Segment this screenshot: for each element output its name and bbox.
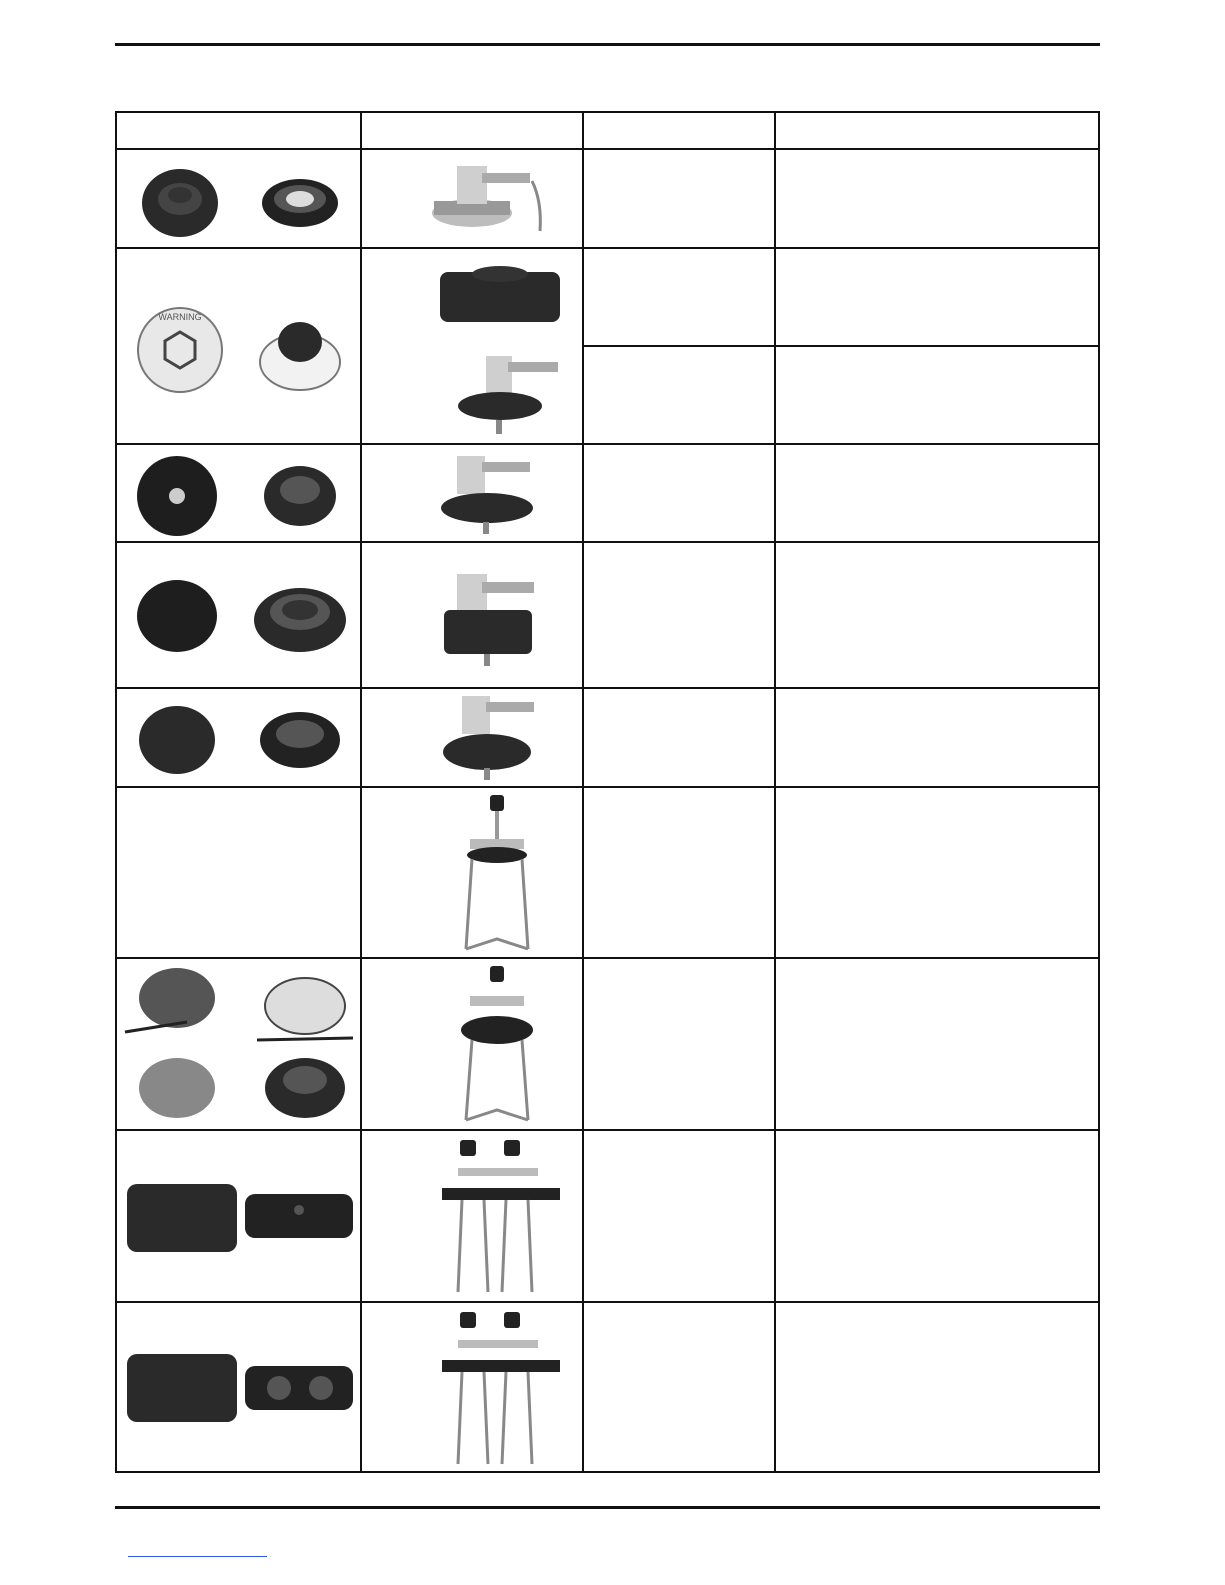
chain-adaptor-icon bbox=[362, 1304, 580, 1470]
bottom-rule bbox=[115, 1506, 1100, 1509]
description-cell bbox=[775, 346, 1099, 444]
header-cell-1 bbox=[116, 112, 361, 149]
cap-label: WARNING bbox=[158, 312, 202, 322]
table-row bbox=[116, 1130, 1099, 1302]
description-cell bbox=[775, 149, 1099, 248]
part-number-cell bbox=[583, 688, 775, 787]
part-number-cell bbox=[583, 149, 775, 248]
header-cell-2 bbox=[361, 112, 583, 149]
part-number-cell bbox=[583, 1130, 775, 1302]
table-row bbox=[116, 1302, 1099, 1472]
reservoir-cap-icon bbox=[117, 151, 358, 246]
cap-images bbox=[116, 688, 361, 787]
cap-images bbox=[116, 149, 361, 248]
reservoir-cap-icon bbox=[117, 960, 358, 1128]
part-number-cell bbox=[583, 542, 775, 688]
cap-images bbox=[116, 1302, 361, 1472]
table-row bbox=[116, 958, 1099, 1130]
description-cell bbox=[775, 444, 1099, 542]
cap-images-empty bbox=[116, 787, 361, 958]
description-cell bbox=[775, 787, 1099, 958]
description-cell bbox=[775, 1130, 1099, 1302]
cap-images bbox=[116, 248, 361, 444]
adaptor-icon bbox=[362, 250, 580, 442]
part-number-cell bbox=[583, 444, 775, 542]
table-row bbox=[116, 688, 1099, 787]
table-row bbox=[116, 542, 1099, 688]
chain-adaptor-icon bbox=[362, 789, 580, 956]
table-row bbox=[116, 444, 1099, 542]
top-rule bbox=[115, 43, 1100, 46]
adaptor-image bbox=[361, 787, 583, 958]
table-row bbox=[116, 787, 1099, 958]
cap-images bbox=[116, 444, 361, 542]
cap-images bbox=[116, 958, 361, 1130]
reservoir-cap-icon bbox=[117, 690, 358, 785]
reservoir-cap-icon bbox=[117, 446, 358, 540]
chain-adaptor-icon bbox=[362, 960, 580, 1128]
adaptor-image bbox=[361, 1130, 583, 1302]
cap-images bbox=[116, 542, 361, 688]
chain-adaptor-icon bbox=[362, 1132, 580, 1300]
adaptor-icon bbox=[362, 446, 580, 540]
description-cell bbox=[775, 1302, 1099, 1472]
part-number-cell bbox=[583, 346, 775, 444]
part-number-cell bbox=[583, 958, 775, 1130]
adaptor-image bbox=[361, 149, 583, 248]
reservoir-cap-icon bbox=[117, 1132, 358, 1300]
adaptor-image bbox=[361, 248, 583, 444]
reservoir-cap-icon bbox=[117, 1304, 358, 1470]
footer-link[interactable] bbox=[128, 1556, 267, 1557]
adaptor-image bbox=[361, 958, 583, 1130]
adaptor-image bbox=[361, 444, 583, 542]
cap-images bbox=[116, 1130, 361, 1302]
description-cell bbox=[775, 248, 1099, 346]
table-row bbox=[116, 248, 1099, 346]
adaptor-image bbox=[361, 688, 583, 787]
adaptor-icon bbox=[362, 544, 580, 686]
part-number-cell bbox=[583, 787, 775, 958]
part-number-cell bbox=[583, 1302, 775, 1472]
parts-table bbox=[115, 111, 1100, 1473]
table-row bbox=[116, 149, 1099, 248]
adaptor-image bbox=[361, 1302, 583, 1472]
adaptor-icon bbox=[362, 151, 580, 246]
adaptor-icon bbox=[362, 690, 580, 785]
adaptor-image bbox=[361, 542, 583, 688]
description-cell bbox=[775, 688, 1099, 787]
reservoir-cap-icon bbox=[117, 544, 358, 686]
description-cell bbox=[775, 542, 1099, 688]
header-cell-3 bbox=[583, 112, 775, 149]
header-cell-4 bbox=[775, 112, 1099, 149]
reservoir-cap-icon bbox=[117, 250, 358, 442]
description-cell bbox=[775, 958, 1099, 1130]
table-header-row bbox=[116, 112, 1099, 149]
part-number-cell bbox=[583, 248, 775, 346]
